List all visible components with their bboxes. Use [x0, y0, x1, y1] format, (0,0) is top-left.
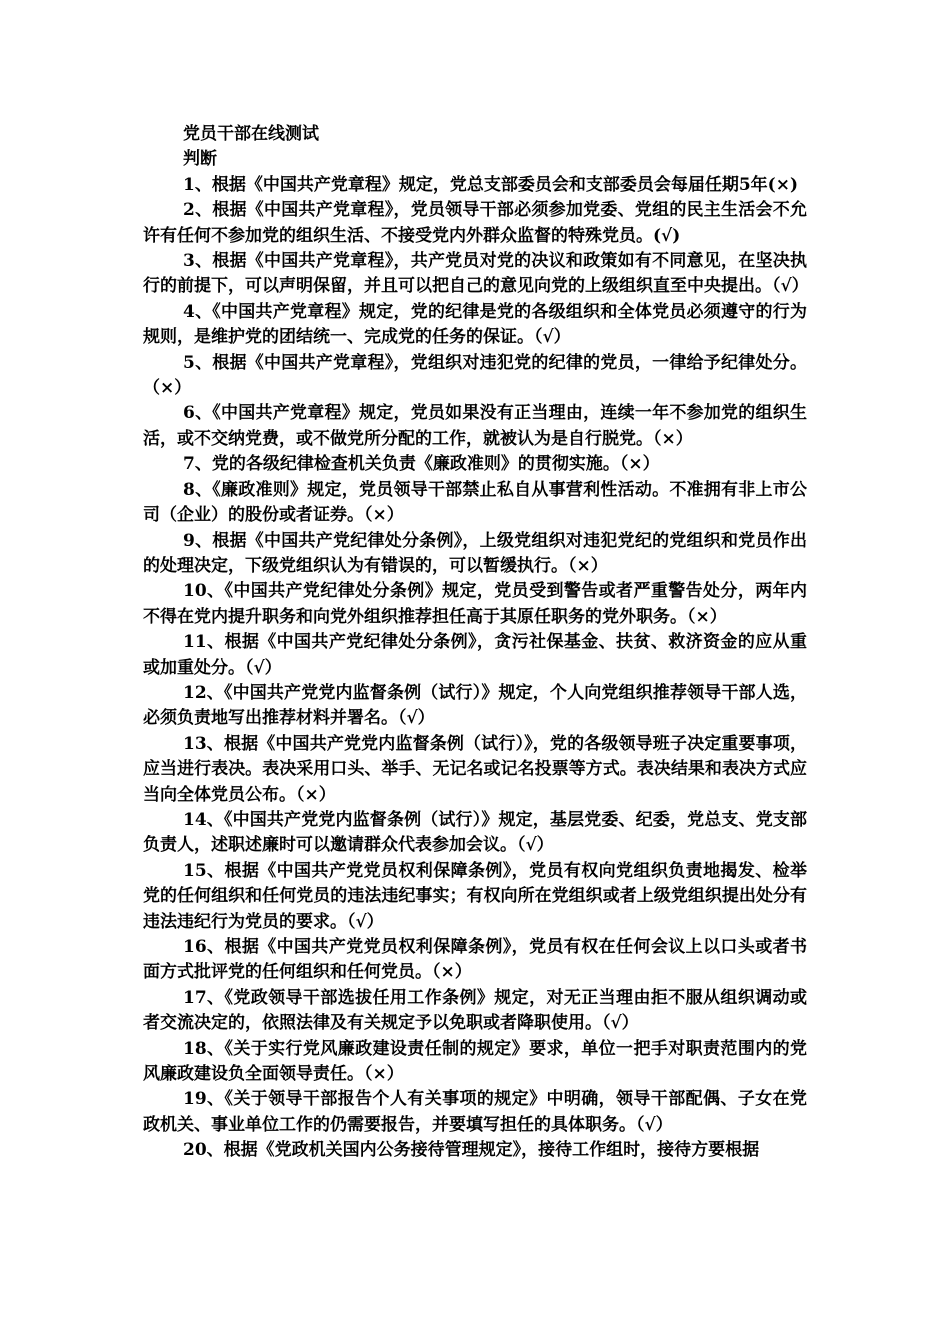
document-page [143, 122, 807, 1164]
question-item: 14、《中国共产党党内监督条例（试行）》规定，基层党委、纪委，党总支、党支部负责人，述职述廉时可以邀请群众代表参加会议。（√） [143, 809, 807, 856]
question-item: 3、根据《中国共产党章程》，共产党员对党的决议和政策如有不同意见，在坚决执行的前提下，可以声明保留，并且可以把自己的意见向党的上级组织直至中央提出。（√） [143, 251, 809, 297]
question-item: 15、根据《中国共产党党员权利保障条例》，党员有权向党组织负责地揭发、检举党的任何组织和任何党员的违法违纪事实；有权向所在党组织或者上级党组织提出处分有违法违纪行为党员的要求。（√） [143, 860, 807, 932]
question-item: 2、根据《中国共产党章程》，党员领导干部必须参加党委、党组的民主生活会不允许有任何不参加党的组织生活、不接受党内外群众监督的特殊党员。(√) [143, 200, 807, 246]
question-item: 19、《关于领导干部报告个人有关事项的规定》中明确，领导干部配偶、子女在党政机关、事业单位工作的仍需要报告，并要填写担任的具体职务。（√） [143, 1089, 807, 1135]
question-item: 12、《中国共产党党内监督条例（试行）》规定，个人向党组织推荐领导干部人选，必须负责地写出推荐材料并署名。（√） [143, 682, 807, 729]
question-item: 13、根据《中国共产党党内监督条例（试行）》，党的各级领导班子决定重要事项，应当进行表决。表决采用口头、举手、无记名或记名投票等方式。表决结果和表决方式应当向全体党员公布。（×） [143, 733, 807, 805]
question-item: 17、《党政领导干部选拔任用工作条例》规定，对无正当理由拒不服从组织调动或者交流决定的，依照法律及有关规定予以免职或者降职使用。（√） [143, 987, 807, 1034]
question-item: 4、《中国共产党章程》规定，党的纪律是党的各级组织和全体党员必须遵守的行为规则，是维护党的团结统一、完成党的任务的保证。（√） [143, 301, 807, 348]
question-item: 6、《中国共产党章程》规定，党员如果没有正当理由，连续一年不参加党的组织生活，或不交纳党费，或不做党所分配的工作，就被认为是自行脱党。（×） [143, 403, 807, 449]
question-item: 18、《关于实行党风廉政建设责任制的规定》要求，单位一把手对职责范围内的党风廉政建设负全面领导责任。（×） [143, 1038, 807, 1085]
question-item: 9、根据《中国共产党纪律处分条例》，上级党组织对违犯党纪的党组织和党员作出的处理决定，下级党组织认为有错误的，可以暂缓执行。（×） [143, 530, 807, 576]
question-item: 1、根据《中国共产党章程》规定，党总支部委员会和支部委员会每届任期5年(×) [183, 174, 798, 195]
question-item: 5、根据《中国共产党章程》，党组织对违犯党的纪律的党员，一律给予纪律处分。（×） [143, 352, 807, 399]
question-item: 20、根据《党政机关国内公务接待管理规定》，接待工作组时，接待方要根据 [183, 1140, 760, 1161]
document-title: 党员干部在线测试 [183, 124, 319, 144]
question-item: 11、根据《中国共产党纪律处分条例》，贪污社保基金、扶贫、救济资金的应从重或加重处分。（√） [143, 632, 807, 678]
question-item: 10、《中国共产党纪律处分条例》规定，党员受到警告或者严重警告处分，两年内不得在党内提升职务和向党外组织推荐担任高于其原任职务的党外职务。（×） [143, 581, 807, 627]
section-heading: 判断 [183, 149, 217, 170]
question-item: 16、根据《中国共产党党员权利保障条例》，党员有权在任何会议上以口头或者书面方式批评党的任何组织和任何党员。（×） [143, 937, 807, 983]
question-item: 8、《廉政准则》规定，党员领导干部禁止私自从事营利性活动。不准拥有非上市公司（企业）的股份或者证券。（×） [143, 479, 807, 526]
question-item: 7、党的各级纪律检查机关负责《廉政准则》的贯彻实施。（×） [183, 454, 660, 475]
